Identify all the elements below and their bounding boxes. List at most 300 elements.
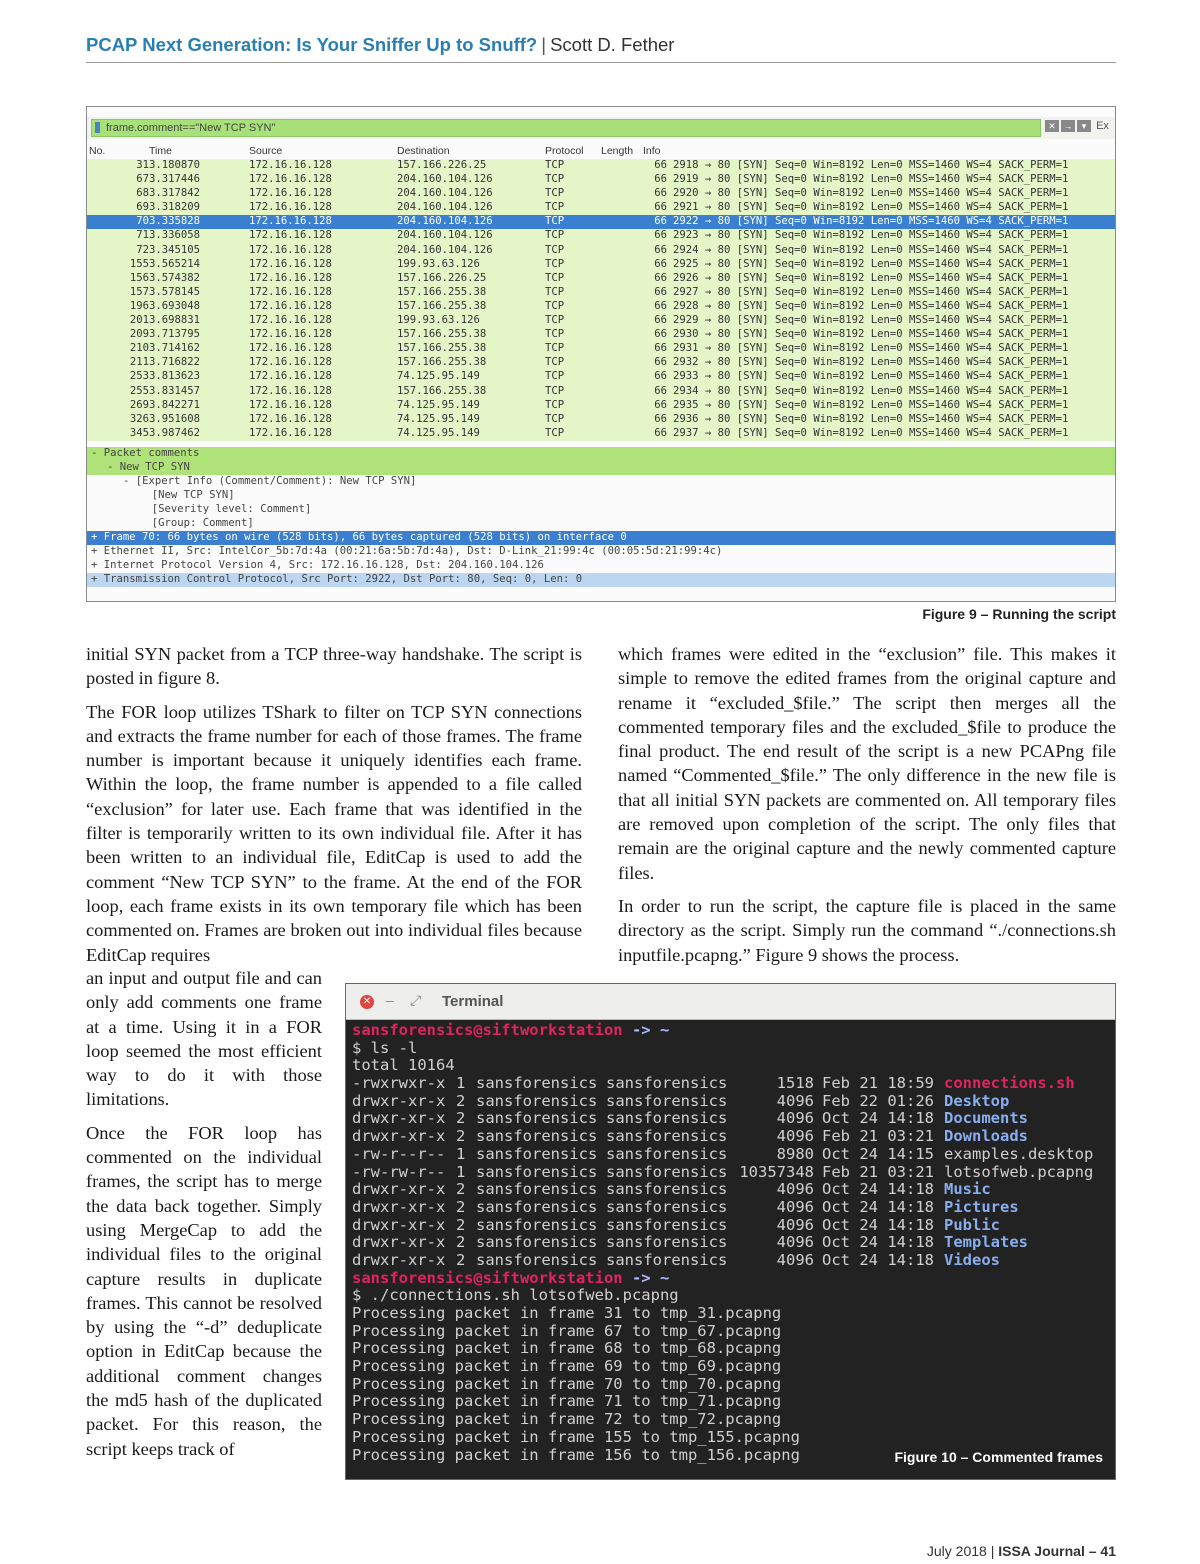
packet-dst: 204.160.104.126 bbox=[397, 173, 493, 186]
clear-filter-icon[interactable]: ✕ bbox=[1045, 120, 1059, 132]
packet-proto: TCP bbox=[545, 187, 565, 200]
column-header[interactable]: No. bbox=[89, 145, 106, 157]
packet-dst: 204.160.104.126 bbox=[397, 187, 493, 200]
packet-row[interactable] bbox=[87, 173, 1116, 187]
packet-time: 3.317446 bbox=[149, 173, 201, 186]
column-header[interactable]: Source bbox=[249, 145, 283, 157]
packet-len: 66 bbox=[654, 285, 667, 298]
packet-src: 172.16.16.128 bbox=[249, 173, 332, 186]
packet-len: 66 bbox=[654, 328, 667, 341]
packet-proto: TCP bbox=[545, 412, 565, 425]
packet-info: 2931 → 80 [SYN] Seq=0 Win=8192 Len=0 MSS=1460 WS=4 SACK_PERM=1 bbox=[673, 342, 1069, 355]
listing-row bbox=[352, 1128, 1112, 1146]
listing-group: sansforensics bbox=[606, 1215, 728, 1234]
listing-name: Music bbox=[944, 1180, 991, 1199]
listing-name: lotsofweb.pcapng bbox=[944, 1162, 1094, 1181]
listing-size: 4096 bbox=[776, 1091, 814, 1110]
packet-len: 66 bbox=[654, 342, 667, 355]
packet-no: 156 bbox=[129, 271, 149, 284]
packet-len: 66 bbox=[654, 426, 667, 439]
packet-time: 3.318209 bbox=[149, 201, 201, 214]
listing-user: sansforensics bbox=[476, 1197, 598, 1216]
detail-text: Packet comments bbox=[103, 447, 200, 459]
packet-proto: TCP bbox=[545, 173, 565, 186]
packet-dst: 157.166.226.25 bbox=[397, 159, 487, 171]
packet-proto: TCP bbox=[545, 342, 565, 355]
listing-size: 4096 bbox=[776, 1250, 814, 1269]
packet-no: 253 bbox=[129, 370, 149, 383]
packet-proto: TCP bbox=[545, 271, 565, 284]
packet-src: 172.16.16.128 bbox=[249, 285, 332, 298]
prompt-line bbox=[352, 1022, 1112, 1040]
packet-proto: TCP bbox=[545, 229, 565, 242]
packet-no: 255 bbox=[129, 384, 149, 397]
figure-10-caption: Figure 10 – Commented frames bbox=[894, 1449, 1103, 1465]
listing-row bbox=[352, 1093, 1112, 1111]
packet-no: 209 bbox=[129, 328, 149, 341]
packet-row[interactable] bbox=[87, 427, 1116, 441]
packet-no: 157 bbox=[129, 285, 149, 298]
packet-dst: 204.160.104.126 bbox=[397, 201, 493, 214]
output-line bbox=[352, 1393, 1112, 1411]
detail-tree-item[interactable] bbox=[87, 559, 1116, 573]
listing-date: Oct 24 14:15 bbox=[822, 1144, 934, 1163]
output-line bbox=[352, 1323, 1112, 1341]
packet-dst: 74.125.95.149 bbox=[397, 426, 480, 439]
packet-src: 172.16.16.128 bbox=[249, 299, 332, 312]
detail-text: [Group: Comment] bbox=[151, 517, 254, 529]
listing-group: sansforensics bbox=[606, 1180, 728, 1199]
packet-dst: 204.160.104.126 bbox=[397, 229, 493, 242]
detail-tree-item[interactable] bbox=[87, 447, 1116, 461]
packet-len: 66 bbox=[654, 299, 667, 312]
listing-name: examples.desktop bbox=[944, 1144, 1094, 1163]
detail-text: [New TCP SYN] bbox=[151, 489, 235, 501]
packet-proto: TCP bbox=[545, 398, 565, 411]
listing-date: Oct 24 14:18 bbox=[822, 1233, 934, 1252]
footer-page-number: – 41 bbox=[1088, 1543, 1116, 1559]
collapse-icon[interactable]: - bbox=[123, 475, 136, 487]
packet-src: 172.16.16.128 bbox=[249, 159, 332, 171]
packet-row[interactable] bbox=[87, 399, 1116, 413]
packet-no: 155 bbox=[129, 257, 149, 270]
packet-dst: 74.125.95.149 bbox=[397, 370, 480, 383]
output-line-text: Processing packet in frame 69 to tmp_69.pcapng bbox=[352, 1357, 782, 1376]
listing-perm: -rw-r--r-- bbox=[352, 1144, 446, 1163]
filter-dropdown-icon[interactable]: ▾ bbox=[1077, 120, 1091, 132]
listing-user: sansforensics bbox=[476, 1091, 598, 1110]
detail-tree-item[interactable] bbox=[87, 475, 1116, 489]
listing-size: 4096 bbox=[776, 1109, 814, 1128]
packet-no: 70 bbox=[136, 215, 149, 228]
packet-src: 172.16.16.128 bbox=[249, 328, 332, 341]
packet-dst: 157.166.255.38 bbox=[397, 299, 487, 312]
packet-src: 172.16.16.128 bbox=[249, 384, 332, 397]
packet-no: 196 bbox=[129, 299, 149, 312]
collapse-icon[interactable]: - bbox=[107, 461, 120, 473]
output-line-text: Processing packet in frame 72 to tmp_72.pcapng bbox=[352, 1410, 782, 1429]
output-line bbox=[352, 1376, 1112, 1394]
packet-time: 3.578145 bbox=[149, 285, 201, 298]
listing-row bbox=[352, 1217, 1112, 1235]
detail-tree-item[interactable] bbox=[87, 545, 1116, 559]
packet-row[interactable] bbox=[87, 187, 1116, 201]
listing-size: 4096 bbox=[776, 1197, 814, 1216]
listing-size: 4096 bbox=[776, 1127, 814, 1146]
packet-info: 2922 → 80 [SYN] Seq=0 Win=8192 Len=0 MSS=1460 WS=4 SACK_PERM=1 bbox=[673, 215, 1069, 228]
packet-row[interactable] bbox=[87, 314, 1116, 328]
packet-info: 2920 → 80 [SYN] Seq=0 Win=8192 Len=0 MSS=1460 WS=4 SACK_PERM=1 bbox=[673, 187, 1069, 200]
footer-journal: ISSA Journal bbox=[998, 1543, 1085, 1559]
header-title: PCAP Next Generation: Is Your Sniffer Up to Snuff? bbox=[86, 34, 538, 55]
expression-button[interactable]: Ex bbox=[1096, 120, 1109, 132]
packet-dst: 74.125.95.149 bbox=[397, 398, 480, 411]
packet-row[interactable] bbox=[87, 229, 1116, 243]
listing-links: 2 bbox=[456, 1109, 466, 1128]
packet-dst: 157.166.255.38 bbox=[397, 285, 487, 298]
maximize-icon[interactable]: ⤢ bbox=[410, 992, 422, 1008]
filter-text: frame.comment=="New TCP SYN" bbox=[106, 122, 276, 134]
packet-len: 66 bbox=[654, 187, 667, 200]
packet-proto: TCP bbox=[545, 201, 565, 214]
listing-links: 2 bbox=[456, 1127, 466, 1146]
packet-time: 3.565214 bbox=[149, 257, 201, 270]
packet-proto: TCP bbox=[545, 426, 565, 439]
paragraph: initial SYN packet from a TCP three-way handshake. The script is posted in figure 8. bbox=[86, 644, 582, 689]
packet-row[interactable] bbox=[87, 201, 1116, 215]
expand-icon[interactable]: + bbox=[91, 559, 104, 571]
packet-row[interactable] bbox=[87, 342, 1116, 356]
listing-date: Feb 21 03:21 bbox=[822, 1127, 934, 1146]
column-header[interactable]: Destination bbox=[397, 145, 450, 157]
packet-src: 172.16.16.128 bbox=[249, 229, 332, 242]
listing-row bbox=[352, 1234, 1112, 1252]
listing-user: sansforensics bbox=[476, 1144, 598, 1163]
packet-dst: 157.166.255.38 bbox=[397, 342, 487, 355]
expand-icon[interactable]: + bbox=[91, 531, 104, 543]
packet-row[interactable] bbox=[87, 328, 1116, 342]
packet-no: 269 bbox=[129, 398, 149, 411]
prompt-space bbox=[623, 1269, 632, 1287]
listing-links: 1 bbox=[456, 1074, 466, 1093]
packet-time: 3.713795 bbox=[149, 328, 201, 341]
packet-info: 2924 → 80 [SYN] Seq=0 Win=8192 Len=0 MSS=1460 WS=4 SACK_PERM=1 bbox=[673, 243, 1069, 256]
display-filter-input[interactable] bbox=[91, 119, 1041, 137]
output-line-text: Processing packet in frame 71 to tmp_71.pcapng bbox=[352, 1392, 782, 1411]
detail-tree-item[interactable] bbox=[87, 489, 1116, 503]
packet-info: 2930 → 80 [SYN] Seq=0 Win=8192 Len=0 MSS=1460 WS=4 SACK_PERM=1 bbox=[673, 328, 1069, 341]
bookmark-icon[interactable] bbox=[95, 122, 100, 133]
packet-row[interactable] bbox=[87, 300, 1116, 314]
listing-row bbox=[352, 1164, 1112, 1182]
packet-no: 72 bbox=[136, 243, 149, 256]
listing-user: sansforensics bbox=[476, 1250, 598, 1269]
paragraph: which frames were edited in the “exclusion” file. This makes it simple to remove the edited frames from the original capture and rename it “excluded_$file.” The script then merges all the commented temporary files and the excluded_$file to produce the final product. The end result of the script is a new PCAPng file named “Commented_$file.” The only difference in the new file is that all initial SYN packets are commented on. All temporary files are removed upon completion of the script. The only files that remain are the original capture and the newly commented capture files. bbox=[618, 644, 1116, 883]
tree-indent bbox=[139, 517, 152, 529]
listing-name: Templates bbox=[944, 1233, 1028, 1252]
footer-separator: | bbox=[990, 1543, 995, 1559]
packet-row[interactable] bbox=[87, 286, 1116, 300]
listing-row bbox=[352, 1252, 1112, 1270]
listing-row bbox=[352, 1181, 1112, 1199]
packet-info: 2928 → 80 [SYN] Seq=0 Win=8192 Len=0 MSS=1460 WS=4 SACK_PERM=1 bbox=[673, 299, 1069, 312]
packet-dst: 157.166.255.38 bbox=[397, 384, 487, 397]
listing-name: Desktop bbox=[944, 1091, 1010, 1110]
packet-proto: TCP bbox=[545, 243, 565, 256]
prompt-user: sansforensics@siftworkstation bbox=[352, 1268, 623, 1287]
left-narrow-column bbox=[86, 966, 322, 1470]
listing-perm: drwxr-xr-x bbox=[352, 1197, 446, 1216]
listing-date: Oct 24 14:18 bbox=[822, 1109, 934, 1128]
packet-src: 172.16.16.128 bbox=[249, 215, 332, 228]
listing-user: sansforensics bbox=[476, 1074, 598, 1093]
packet-len: 66 bbox=[654, 271, 667, 284]
listing-date: Oct 24 14:18 bbox=[822, 1215, 934, 1234]
packet-row[interactable] bbox=[87, 258, 1116, 272]
page-footer bbox=[86, 1543, 1116, 1559]
packet-time: 3.574382 bbox=[149, 271, 201, 284]
packet-no: 210 bbox=[129, 342, 149, 355]
output-line bbox=[352, 1429, 1112, 1447]
prompt-user: sansforensics@siftworkstation bbox=[352, 1021, 623, 1039]
listing-user: sansforensics bbox=[476, 1233, 598, 1252]
terminal-output bbox=[352, 1022, 1112, 1464]
packet-src: 172.16.16.128 bbox=[249, 426, 332, 439]
listing-perm: -rwxrwxr-x bbox=[352, 1074, 446, 1093]
packet-time: 3.716822 bbox=[149, 356, 201, 369]
listing-perm: drwxr-xr-x bbox=[352, 1127, 446, 1146]
packet-dst: 157.166.255.38 bbox=[397, 356, 487, 369]
packet-time: 3.714162 bbox=[149, 342, 201, 355]
expand-icon[interactable]: + bbox=[91, 573, 104, 585]
packet-info: 2937 → 80 [SYN] Seq=0 Win=8192 Len=0 MSS=1460 WS=4 SACK_PERM=1 bbox=[673, 426, 1069, 439]
detail-tree-item[interactable] bbox=[87, 517, 1116, 531]
packet-info: 2919 → 80 [SYN] Seq=0 Win=8192 Len=0 MSS=1460 WS=4 SACK_PERM=1 bbox=[673, 173, 1069, 186]
prompt-space bbox=[623, 1021, 632, 1039]
listing-links: 2 bbox=[456, 1250, 466, 1269]
listing-group: sansforensics bbox=[606, 1074, 728, 1093]
listing-date: Feb 22 01:26 bbox=[822, 1091, 934, 1110]
packet-info: 2925 → 80 [SYN] Seq=0 Win=8192 Len=0 MSS=1460 WS=4 SACK_PERM=1 bbox=[673, 257, 1069, 270]
listing-name: Documents bbox=[944, 1109, 1028, 1128]
terminal-title: Terminal bbox=[442, 993, 504, 1010]
close-icon[interactable]: ✕ bbox=[360, 995, 374, 1009]
listing-date: Oct 24 14:18 bbox=[822, 1180, 934, 1199]
listing-group: sansforensics bbox=[606, 1233, 728, 1252]
header-rule bbox=[86, 62, 1116, 63]
packet-info: 2933 → 80 [SYN] Seq=0 Win=8192 Len=0 MSS=1460 WS=4 SACK_PERM=1 bbox=[673, 370, 1069, 383]
packet-len: 66 bbox=[654, 257, 667, 270]
packet-dst: 157.166.255.38 bbox=[397, 328, 487, 341]
packet-info: 2932 → 80 [SYN] Seq=0 Win=8192 Len=0 MSS=1460 WS=4 SACK_PERM=1 bbox=[673, 356, 1069, 369]
listing-size: 4096 bbox=[776, 1233, 814, 1252]
packet-len: 66 bbox=[654, 159, 667, 171]
prompt-line bbox=[352, 1270, 1112, 1288]
packet-dst: 204.160.104.126 bbox=[397, 215, 493, 228]
detail-text: Ethernet II, Src: IntelCor_5b:7d:4a (00:21:6a:5b:7d:4a), Dst: D-Link_21:99:4c (00:05:5d:21:99:4c) bbox=[103, 545, 723, 557]
packet-info: 2936 → 80 [SYN] Seq=0 Win=8192 Len=0 MSS=1460 WS=4 SACK_PERM=1 bbox=[673, 412, 1069, 425]
figure-9-caption: Figure 9 – Running the script bbox=[922, 606, 1116, 622]
packet-time: 3.698831 bbox=[149, 314, 201, 327]
packet-row[interactable] bbox=[87, 385, 1116, 399]
packet-time: 3.693048 bbox=[149, 299, 201, 312]
listing-group: sansforensics bbox=[606, 1144, 728, 1163]
prompt-arrow: -> ~ bbox=[631, 1268, 670, 1287]
listing-group: sansforensics bbox=[606, 1109, 728, 1128]
detail-tree-item[interactable] bbox=[87, 531, 1116, 545]
packet-len: 66 bbox=[654, 201, 667, 214]
packet-len: 66 bbox=[654, 412, 667, 425]
detail-text: [Expert Info (Comment/Comment): New TCP SYN] bbox=[135, 475, 417, 487]
packet-list bbox=[87, 159, 1116, 441]
packet-src: 172.16.16.128 bbox=[249, 314, 332, 327]
listing-perm: drwxr-xr-x bbox=[352, 1215, 446, 1234]
listing-perm: -rw-rw-r-- bbox=[352, 1162, 446, 1181]
packet-len: 66 bbox=[654, 370, 667, 383]
packet-row[interactable] bbox=[87, 413, 1116, 427]
packet-time: 3.317842 bbox=[149, 187, 201, 200]
listing-links: 2 bbox=[456, 1233, 466, 1252]
listing-group: sansforensics bbox=[606, 1091, 728, 1110]
command-line bbox=[352, 1040, 1112, 1058]
listing-user: sansforensics bbox=[476, 1180, 598, 1199]
packet-proto: TCP bbox=[545, 384, 565, 397]
listing-links: 2 bbox=[456, 1215, 466, 1234]
packet-src: 172.16.16.128 bbox=[249, 243, 332, 256]
packet-src: 172.16.16.128 bbox=[249, 356, 332, 369]
paragraph: an input and output file and can only add comments one frame at a time. Using it in a FOR loop seemed the most efficient way to do it with those limitations. bbox=[86, 968, 322, 1110]
paragraph: The FOR loop utilizes TShark to filter on TCP SYN connections and extracts the frame number for each of those frames. The frame number is important because it uniquely identifies each frame. Within the loop, the frame number is appended to a file called “exclusion” for later use. Each frame that was identified in the filter is temporarily written to its own individual file. After it has been written to an individual file, EditCap is used to add the comment “New TCP SYN” to the frame. At the end of the FOR loop, each frame exists in its own temporary file which has been commented on. Frames are broken out into individual files because EditCap requires bbox=[86, 701, 582, 965]
packet-dst: 199.93.63.126 bbox=[397, 314, 480, 327]
minimize-icon[interactable]: – bbox=[386, 992, 394, 1008]
packet-info: 2926 → 80 [SYN] Seq=0 Win=8192 Len=0 MSS=1460 WS=4 SACK_PERM=1 bbox=[673, 271, 1069, 284]
listing-row bbox=[352, 1146, 1112, 1164]
packet-time: 3.987462 bbox=[149, 426, 201, 439]
listing-links: 1 bbox=[456, 1162, 466, 1181]
listing-date: Oct 24 14:18 bbox=[822, 1250, 934, 1269]
detail-tree-item[interactable] bbox=[87, 461, 1116, 475]
listing-group: sansforensics bbox=[606, 1250, 728, 1269]
listing-perm: drwxr-xr-x bbox=[352, 1109, 446, 1128]
packet-row[interactable] bbox=[87, 370, 1116, 384]
listing-size: 8980 bbox=[776, 1144, 814, 1163]
detail-tree-item[interactable] bbox=[87, 573, 1116, 587]
packet-list-header bbox=[87, 145, 1116, 159]
listing-user: sansforensics bbox=[476, 1109, 598, 1128]
listing-row bbox=[352, 1110, 1112, 1128]
packet-row[interactable] bbox=[87, 159, 1116, 173]
listing-date: Feb 21 03:21 bbox=[822, 1162, 934, 1181]
listing-row bbox=[352, 1199, 1112, 1217]
paragraph: In order to run the script, the capture file is placed in the same directory as the script. Simply run the command “./connections.sh inputfile.pcapng.” Figure 9 shows the process. bbox=[618, 895, 1116, 965]
packet-no: 31 bbox=[136, 159, 149, 171]
packet-no: 326 bbox=[129, 412, 149, 425]
packet-len: 66 bbox=[654, 173, 667, 186]
footer-date: July 2018 bbox=[926, 1543, 987, 1559]
packet-time: 3.842271 bbox=[149, 398, 201, 411]
left-column bbox=[86, 642, 582, 976]
apply-filter-icon[interactable]: → bbox=[1061, 120, 1075, 132]
listing-perm: drwxr-xr-x bbox=[352, 1233, 446, 1252]
detail-text: New TCP SYN bbox=[119, 461, 190, 473]
expand-icon[interactable]: + bbox=[91, 545, 104, 557]
packet-row[interactable] bbox=[87, 272, 1116, 286]
paragraph: Once the FOR loop has commented on the individual frames, the script has to merge the data back together. Simply using MergeCap to add the individual files to the original capture results in duplicate frames. This cannot be resolved by using the “-d” deduplicate option in EditCap because the additional comment changes the md5 hash of the duplicated packet. For this reason, the script keeps track of bbox=[86, 1122, 322, 1459]
packet-dst: 74.125.95.149 bbox=[397, 412, 480, 425]
output-line bbox=[352, 1340, 1112, 1358]
column-header[interactable]: Protocol bbox=[545, 145, 584, 157]
output-line bbox=[352, 1305, 1112, 1323]
packet-time: 3.345105 bbox=[149, 243, 201, 256]
listing-size: 10357348 bbox=[739, 1162, 814, 1181]
column-header[interactable]: Time bbox=[149, 145, 172, 157]
prompt-arrow: -> ~ bbox=[631, 1021, 670, 1039]
output-line-text: Processing packet in frame 155 to tmp_155.pcapng bbox=[352, 1427, 800, 1446]
packet-time: 3.813623 bbox=[149, 370, 201, 383]
packet-src: 172.16.16.128 bbox=[249, 271, 332, 284]
packet-len: 66 bbox=[654, 215, 667, 228]
tree-indent bbox=[139, 489, 152, 501]
packet-proto: TCP bbox=[545, 215, 565, 228]
packet-src: 172.16.16.128 bbox=[249, 398, 332, 411]
packet-info: 2921 → 80 [SYN] Seq=0 Win=8192 Len=0 MSS=1460 WS=4 SACK_PERM=1 bbox=[673, 201, 1069, 214]
command-line-text: $ ls -l bbox=[352, 1038, 418, 1057]
packet-len: 66 bbox=[654, 356, 667, 369]
listing-links: 2 bbox=[456, 1197, 466, 1216]
listing-date: Oct 24 14:18 bbox=[822, 1197, 934, 1216]
output-line bbox=[352, 1411, 1112, 1429]
packet-time: 3.831457 bbox=[149, 384, 201, 397]
listing-group: sansforensics bbox=[606, 1197, 728, 1216]
packet-dst: 157.166.226.25 bbox=[397, 271, 487, 284]
packet-row[interactable] bbox=[87, 244, 1116, 258]
column-header[interactable]: Length bbox=[601, 145, 634, 157]
packet-info: 2918 → 80 [SYN] Seq=0 Win=8192 Len=0 MSS=1460 WS=4 SACK_PERM=1 bbox=[673, 159, 1069, 171]
packet-no: 68 bbox=[136, 187, 149, 200]
listing-name: Public bbox=[944, 1215, 1000, 1234]
detail-tree-item[interactable] bbox=[87, 503, 1116, 517]
total-line bbox=[352, 1057, 1112, 1075]
packet-no: 69 bbox=[136, 201, 149, 214]
packet-dst: 204.160.104.126 bbox=[397, 243, 493, 256]
listing-user: sansforensics bbox=[476, 1127, 598, 1146]
output-line-text: Processing packet in frame 31 to tmp_31.pcapng bbox=[352, 1304, 782, 1322]
packet-no: 67 bbox=[136, 173, 149, 186]
column-header[interactable]: Info bbox=[643, 145, 661, 157]
output-line bbox=[352, 1358, 1112, 1376]
total-line-text: total 10164 bbox=[352, 1056, 455, 1075]
listing-perm: drwxr-xr-x bbox=[352, 1250, 446, 1269]
packet-proto: TCP bbox=[545, 328, 565, 341]
packet-proto: TCP bbox=[545, 356, 565, 369]
figure-9-wireshark bbox=[86, 106, 1116, 602]
packet-row[interactable] bbox=[87, 215, 1116, 229]
packet-info: 2934 → 80 [SYN] Seq=0 Win=8192 Len=0 MSS=1460 WS=4 SACK_PERM=1 bbox=[673, 384, 1069, 397]
packet-row[interactable] bbox=[87, 356, 1116, 370]
packet-src: 172.16.16.128 bbox=[249, 342, 332, 355]
listing-name: connections.sh bbox=[944, 1074, 1075, 1093]
packet-proto: TCP bbox=[545, 299, 565, 312]
packet-info: 2935 → 80 [SYN] Seq=0 Win=8192 Len=0 MSS=1460 WS=4 SACK_PERM=1 bbox=[673, 398, 1069, 411]
packet-proto: TCP bbox=[545, 257, 565, 270]
packet-info: 2927 → 80 [SYN] Seq=0 Win=8192 Len=0 MSS=1460 WS=4 SACK_PERM=1 bbox=[673, 285, 1069, 298]
listing-links: 2 bbox=[456, 1091, 466, 1110]
listing-perm: drwxr-xr-x bbox=[352, 1180, 446, 1199]
collapse-icon[interactable]: - bbox=[91, 447, 104, 459]
detail-text: [Severity level: Comment] bbox=[151, 503, 312, 515]
output-line-text: Processing packet in frame 156 to tmp_156.pcapng bbox=[352, 1445, 800, 1464]
listing-user: sansforensics bbox=[476, 1215, 598, 1234]
